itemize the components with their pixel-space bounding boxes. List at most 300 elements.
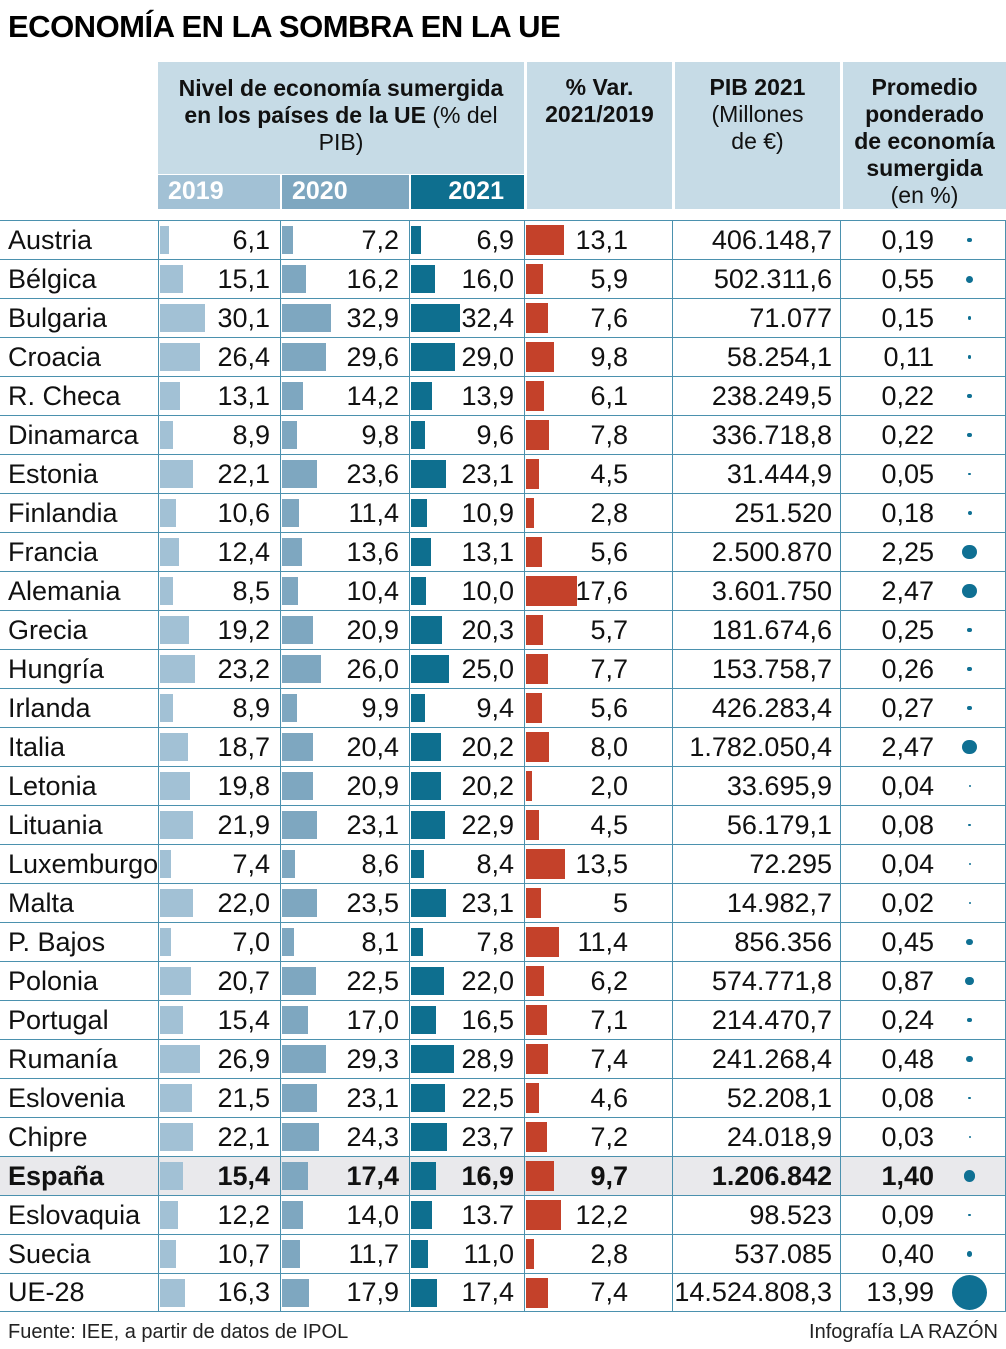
value-pib: 14.524.808,3 xyxy=(672,1274,840,1311)
cell-promedio xyxy=(840,884,1006,922)
country-name: Austria xyxy=(8,224,93,255)
cell-2021 xyxy=(409,572,524,610)
value-2020: 20,9 xyxy=(346,770,399,801)
value-2019: 13,1 xyxy=(217,380,270,411)
header-var-line2: 2021/2019 xyxy=(545,101,654,127)
value-2021: 7,8 xyxy=(476,926,514,957)
cell-var xyxy=(524,1001,672,1039)
cell-2019 xyxy=(158,962,280,1000)
value-var: 6,2 xyxy=(590,965,628,996)
value-2020: 16,2 xyxy=(346,263,399,294)
value-var: 5,6 xyxy=(590,536,628,567)
cell-2020 xyxy=(280,221,409,259)
country-name: Rumanía xyxy=(8,1043,118,1074)
value-promedio: 2,47 xyxy=(881,575,934,606)
cell-2021 xyxy=(409,923,524,961)
value-2019: 23,2 xyxy=(217,653,270,684)
value-promedio: 0,04 xyxy=(881,770,934,801)
cell-2020 xyxy=(280,1079,409,1117)
cell-2019 xyxy=(158,884,280,922)
value-2019: 15,4 xyxy=(217,1160,270,1191)
value-2021: 22,9 xyxy=(461,809,514,840)
cell-var xyxy=(524,1274,672,1311)
value-2021: 28,9 xyxy=(461,1043,514,1074)
value-2020: 24,3 xyxy=(346,1121,399,1152)
value-2021: 13.7 xyxy=(461,1199,514,1230)
value-2019: 21,5 xyxy=(217,1082,270,1113)
value-pib: 537.085 xyxy=(672,1235,840,1273)
cell-promedio xyxy=(840,455,1006,493)
table-row xyxy=(0,805,1006,844)
value-2021: 8,4 xyxy=(476,848,514,879)
cell-2019 xyxy=(158,299,280,337)
cell-var xyxy=(524,689,672,727)
header-level-title-bold: Nivel de economía sumergida en los países de la UE xyxy=(178,75,504,128)
promedio-dot xyxy=(967,1018,972,1023)
cell-2019 xyxy=(158,650,280,688)
table-row xyxy=(0,961,1006,1000)
promedio-dot-area xyxy=(934,473,1005,475)
value-2021: 20,2 xyxy=(461,770,514,801)
cell-2019 xyxy=(158,923,280,961)
value-pib: 31.444,9 xyxy=(672,455,840,493)
cell-2019 xyxy=(158,1274,280,1311)
value-var: 17,6 xyxy=(575,575,628,606)
cell-var xyxy=(524,494,672,532)
value-2021: 9,6 xyxy=(476,419,514,450)
cell-2019 xyxy=(158,338,280,376)
value-var: 6,1 xyxy=(590,380,628,411)
cell-2019 xyxy=(158,611,280,649)
value-promedio: 0,19 xyxy=(881,224,934,255)
promedio-dot xyxy=(968,473,970,475)
value-2021: 23,1 xyxy=(461,458,514,489)
promedio-dot xyxy=(967,667,972,672)
value-pib: 14.982,7 xyxy=(672,884,840,922)
cell-2021 xyxy=(409,689,524,727)
cell-2021 xyxy=(409,1235,524,1273)
header-promedio xyxy=(840,62,1006,209)
value-promedio: 0,05 xyxy=(881,458,934,489)
cell-2020 xyxy=(280,1274,409,1311)
cell-2019 xyxy=(158,1040,280,1078)
cell-2020 xyxy=(280,611,409,649)
country-name: Chipre xyxy=(8,1121,88,1152)
cell-2021 xyxy=(409,611,524,649)
cell-2020 xyxy=(280,338,409,376)
value-2020: 26,0 xyxy=(346,653,399,684)
cell-var xyxy=(524,923,672,961)
value-var: 2,8 xyxy=(590,497,628,528)
value-promedio: 2,25 xyxy=(881,536,934,567)
value-var: 7,8 xyxy=(590,419,628,450)
header-pib-note: (Millones de €) xyxy=(711,101,804,154)
value-pib: 502.311,6 xyxy=(672,260,840,298)
promedio-dot xyxy=(969,863,971,865)
value-2021: 11,0 xyxy=(463,1238,514,1269)
cell-promedio xyxy=(840,1001,1006,1039)
country-name: Bulgaria xyxy=(8,302,108,333)
cell-2019 xyxy=(158,494,280,532)
value-var: 4,6 xyxy=(590,1082,628,1113)
cell-2020 xyxy=(280,260,409,298)
cell-var xyxy=(524,884,672,922)
promedio-dot-area xyxy=(934,394,1005,398)
promedio-dot-area xyxy=(934,316,1005,320)
value-var: 13,1 xyxy=(575,224,628,255)
cell-var xyxy=(524,299,672,337)
table-row xyxy=(0,883,1006,922)
promedio-dot xyxy=(952,1275,987,1310)
value-2019: 8,5 xyxy=(232,575,270,606)
cell-2019 xyxy=(158,455,280,493)
cell-2020 xyxy=(280,923,409,961)
country-name: Grecia xyxy=(8,614,88,645)
value-promedio: 0,03 xyxy=(881,1121,934,1152)
cell-promedio xyxy=(840,338,1006,376)
value-promedio: 0,08 xyxy=(881,1082,934,1113)
country-name: Finlandia xyxy=(8,497,118,528)
cell-2019 xyxy=(158,845,280,883)
value-2021: 23,1 xyxy=(461,887,514,918)
table-row xyxy=(0,1273,1006,1312)
value-pib: 52.208,1 xyxy=(672,1079,840,1117)
value-2019: 22,0 xyxy=(217,887,270,918)
cell-2020 xyxy=(280,572,409,610)
value-2021: 16,5 xyxy=(461,1004,514,1035)
value-var: 4,5 xyxy=(590,809,628,840)
country-name: UE-28 xyxy=(8,1277,85,1307)
table-row xyxy=(0,337,1006,376)
promedio-dot-area xyxy=(934,433,1005,437)
cell-promedio xyxy=(840,845,1006,883)
value-2019: 19,2 xyxy=(217,614,270,645)
promedio-dot xyxy=(967,628,972,633)
cell-2019 xyxy=(158,689,280,727)
cell-promedio xyxy=(840,767,1006,805)
value-2020: 29,3 xyxy=(346,1043,399,1074)
value-2021: 32,4 xyxy=(461,302,514,333)
table-row xyxy=(0,493,1006,532)
value-2019: 21,9 xyxy=(217,809,270,840)
value-promedio: 0,55 xyxy=(881,263,934,294)
cell-2021 xyxy=(409,533,524,571)
value-var: 7,4 xyxy=(590,1043,628,1074)
cell-var xyxy=(524,416,672,454)
promedio-dot xyxy=(962,740,977,755)
credit-note: Infografía LA RAZÓN xyxy=(809,1321,998,1343)
value-2021: 20,2 xyxy=(461,731,514,762)
value-var: 5,6 xyxy=(590,692,628,723)
promedio-dot-area xyxy=(934,706,1005,711)
country-name: Alemania xyxy=(8,575,121,606)
value-pib: 3.601.750 xyxy=(672,572,840,610)
value-2019: 30,1 xyxy=(217,302,270,333)
cell-var xyxy=(524,533,672,571)
table-row xyxy=(0,766,1006,805)
country-name: Luxemburgo xyxy=(8,848,159,879)
value-2020: 9,8 xyxy=(361,419,399,450)
cell-promedio xyxy=(840,689,1006,727)
value-2019: 15,4 xyxy=(217,1004,270,1035)
table-row xyxy=(0,454,1006,493)
cell-2021 xyxy=(409,767,524,805)
value-pib: 238.249,5 xyxy=(672,377,840,415)
cell-2021 xyxy=(409,884,524,922)
value-promedio: 0,25 xyxy=(881,614,934,645)
cell-2020 xyxy=(280,533,409,571)
cell-2021 xyxy=(409,1274,524,1311)
cell-2019 xyxy=(158,377,280,415)
cell-2021 xyxy=(409,455,524,493)
cell-2020 xyxy=(280,494,409,532)
value-2020: 8,6 xyxy=(361,848,399,879)
promedio-dot xyxy=(967,238,971,242)
promedio-dot xyxy=(969,1136,971,1138)
promedio-dot-area xyxy=(934,1214,1005,1217)
value-pib: 33.695,9 xyxy=(672,767,840,805)
promedio-dot xyxy=(968,355,971,358)
cell-var xyxy=(524,572,672,610)
value-var: 7,2 xyxy=(590,1121,628,1152)
promedio-dot-area xyxy=(934,977,1005,986)
promedio-dot xyxy=(968,1097,971,1100)
cell-promedio xyxy=(840,806,1006,844)
cell-promedio xyxy=(840,962,1006,1000)
cell-2021 xyxy=(409,494,524,532)
table-body xyxy=(0,220,1006,1312)
value-2019: 18,7 xyxy=(217,731,270,762)
value-2019: 10,7 xyxy=(217,1238,270,1269)
value-2021: 16,9 xyxy=(461,1160,514,1191)
country-name: Suecia xyxy=(8,1238,91,1269)
value-2019: 20,7 xyxy=(217,965,270,996)
country-name: Hungría xyxy=(8,653,105,684)
value-var: 5,9 xyxy=(590,263,628,294)
cell-promedio xyxy=(840,494,1006,532)
cell-promedio xyxy=(840,923,1006,961)
value-2020: 17,4 xyxy=(346,1160,399,1191)
cell-promedio xyxy=(840,299,1006,337)
cell-2019 xyxy=(158,1157,280,1195)
value-2020: 13,6 xyxy=(346,536,399,567)
value-2021: 6,9 xyxy=(476,224,514,255)
country-name: Portugal xyxy=(8,1004,109,1035)
cell-2021 xyxy=(409,338,524,376)
promedio-dot xyxy=(967,706,972,711)
cell-2021 xyxy=(409,260,524,298)
cell-promedio xyxy=(840,377,1006,415)
promedio-dot xyxy=(966,1056,973,1063)
table-row xyxy=(0,1039,1006,1078)
table-row xyxy=(0,1234,1006,1273)
country-name: Estonia xyxy=(8,458,99,489)
promedio-dot-area xyxy=(934,1275,1005,1310)
value-2019: 16,3 xyxy=(217,1277,270,1307)
value-2020: 14,0 xyxy=(346,1199,399,1230)
value-promedio: 13,99 xyxy=(866,1277,934,1307)
country-name: Malta xyxy=(8,887,75,918)
cell-2021 xyxy=(409,845,524,883)
country-name: Lituania xyxy=(8,809,103,840)
cell-2020 xyxy=(280,1040,409,1078)
cell-2021 xyxy=(409,416,524,454)
value-2020: 23,1 xyxy=(346,809,399,840)
cell-var xyxy=(524,221,672,259)
country-name: Bélgica xyxy=(8,263,97,294)
cell-promedio xyxy=(840,1235,1006,1273)
value-promedio: 0,11 xyxy=(883,341,934,372)
year-band xyxy=(158,174,524,209)
value-2020: 23,6 xyxy=(346,458,399,489)
promedio-dot-area xyxy=(934,584,1005,599)
year-label-2020: 2020 xyxy=(280,174,409,209)
value-2021: 10,0 xyxy=(461,575,514,606)
table-row xyxy=(0,415,1006,454)
value-pib: 426.283,4 xyxy=(672,689,840,727)
value-pib: 214.470,7 xyxy=(672,1001,840,1039)
cell-2020 xyxy=(280,728,409,766)
value-2020: 10,4 xyxy=(346,575,399,606)
cell-var xyxy=(524,1040,672,1078)
table-row xyxy=(0,688,1006,727)
value-2019: 8,9 xyxy=(232,419,270,450)
cell-2019 xyxy=(158,1235,280,1273)
header-promedio-note: (en %) xyxy=(890,182,959,208)
promedio-dot-area xyxy=(934,824,1005,827)
promedio-dot xyxy=(962,545,976,559)
cell-var xyxy=(524,1079,672,1117)
value-promedio: 0,45 xyxy=(881,926,934,957)
value-2019: 19,8 xyxy=(217,770,270,801)
cell-2019 xyxy=(158,806,280,844)
cell-2019 xyxy=(158,572,280,610)
value-2020: 22,5 xyxy=(346,965,399,996)
promedio-dot-area xyxy=(934,1136,1005,1138)
cell-var xyxy=(524,650,672,688)
country-name: Irlanda xyxy=(8,692,91,723)
value-var: 7,4 xyxy=(590,1277,628,1307)
value-pib: 2.500.870 xyxy=(672,533,840,571)
country-name: Letonia xyxy=(8,770,97,801)
promedio-dot xyxy=(968,511,972,515)
value-2021: 22,0 xyxy=(461,965,514,996)
cell-2020 xyxy=(280,689,409,727)
value-promedio: 0,04 xyxy=(881,848,934,879)
cell-promedio xyxy=(840,1040,1006,1078)
cell-promedio xyxy=(840,650,1006,688)
year-label-2021: 2021 xyxy=(409,174,524,209)
cell-promedio xyxy=(840,260,1006,298)
promedio-dot-area xyxy=(934,1170,1005,1181)
cell-promedio xyxy=(840,611,1006,649)
header-var-line1: % Var. xyxy=(565,74,634,100)
cell-promedio xyxy=(840,221,1006,259)
value-2019: 15,1 xyxy=(217,263,270,294)
country-name: Italia xyxy=(8,731,66,762)
promedio-dot-area xyxy=(934,355,1005,358)
cell-2020 xyxy=(280,416,409,454)
value-var: 12,2 xyxy=(575,1199,628,1230)
cell-2021 xyxy=(409,1118,524,1156)
value-var: 7,1 xyxy=(590,1004,628,1035)
promedio-dot-area xyxy=(934,667,1005,672)
cell-promedio xyxy=(840,728,1006,766)
value-var: 9,7 xyxy=(590,1160,628,1191)
value-2020: 7,2 xyxy=(361,224,399,255)
cell-promedio xyxy=(840,1079,1006,1117)
value-promedio: 0,09 xyxy=(881,1199,934,1230)
table-header xyxy=(0,62,1006,209)
cell-2020 xyxy=(280,455,409,493)
header-promedio-bold: Promedio ponderado de economía sumergida xyxy=(854,74,995,181)
cell-var xyxy=(524,1157,672,1195)
promedio-dot-area xyxy=(934,902,1005,904)
country-name: Eslovaquia xyxy=(8,1199,141,1230)
promedio-dot-area xyxy=(934,238,1005,242)
table-row xyxy=(0,922,1006,961)
table-row xyxy=(0,571,1006,610)
value-2019: 26,4 xyxy=(217,341,270,372)
country-name: Francia xyxy=(8,536,99,567)
table-row xyxy=(0,298,1006,337)
cell-promedio xyxy=(840,1274,1006,1311)
promedio-dot xyxy=(968,824,971,827)
cell-2019 xyxy=(158,416,280,454)
value-promedio: 0,26 xyxy=(881,653,934,684)
table-row xyxy=(0,1156,1006,1195)
promedio-dot-area xyxy=(934,545,1005,559)
value-promedio: 0,22 xyxy=(881,380,934,411)
cell-2020 xyxy=(280,845,409,883)
value-var: 11,4 xyxy=(577,926,628,957)
promedio-dot xyxy=(967,394,971,398)
country-name: R. Checa xyxy=(8,380,121,411)
value-promedio: 0,15 xyxy=(881,302,934,333)
value-pib: 574.771,8 xyxy=(672,962,840,1000)
promedio-dot xyxy=(966,276,973,283)
value-2020: 17,0 xyxy=(346,1004,399,1035)
cell-var xyxy=(524,260,672,298)
value-2021: 29,0 xyxy=(461,341,514,372)
value-pib: 58.254,1 xyxy=(672,338,840,376)
header-level-title xyxy=(158,62,524,174)
cell-2019 xyxy=(158,1001,280,1039)
value-2021: 13,1 xyxy=(461,536,514,567)
value-pib: 336.718,8 xyxy=(672,416,840,454)
value-promedio: 0,24 xyxy=(881,1004,934,1035)
value-var: 2,0 xyxy=(590,770,628,801)
cell-2020 xyxy=(280,806,409,844)
value-2021: 23,7 xyxy=(461,1121,514,1152)
country-name: Croacia xyxy=(8,341,102,372)
value-2020: 29,6 xyxy=(346,341,399,372)
value-promedio: 0,02 xyxy=(881,887,934,918)
cell-var xyxy=(524,611,672,649)
cell-2021 xyxy=(409,1196,524,1234)
value-2021: 9,4 xyxy=(476,692,514,723)
promedio-dot xyxy=(967,433,971,437)
promedio-dot xyxy=(969,785,971,787)
value-2021: 17,4 xyxy=(461,1277,514,1307)
promedio-dot-area xyxy=(934,1018,1005,1023)
cell-2019 xyxy=(158,533,280,571)
cell-var xyxy=(524,767,672,805)
cell-2021 xyxy=(409,806,524,844)
value-2021: 22,5 xyxy=(461,1082,514,1113)
promedio-dot-area xyxy=(934,1056,1005,1063)
cell-var xyxy=(524,728,672,766)
